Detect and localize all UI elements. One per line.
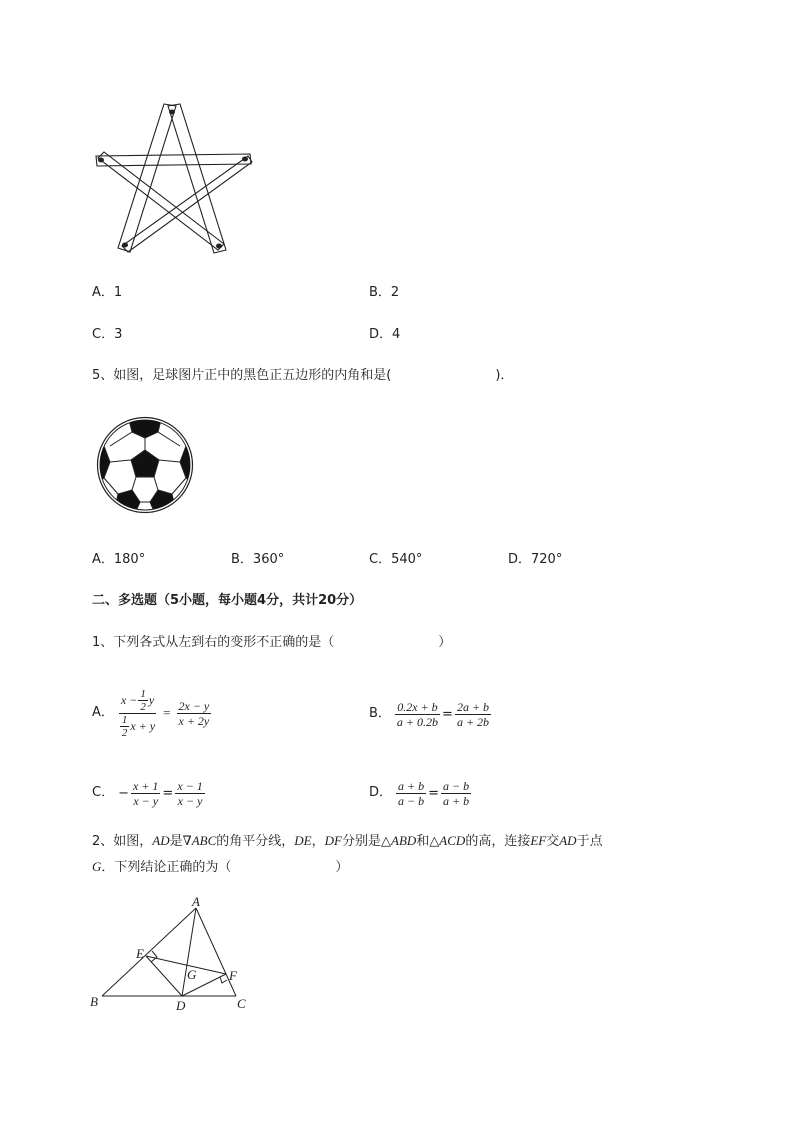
q4-option-c: C．3 [92,327,123,342]
mq2-stem-line2: G．下列结论正确的为（ ） [92,859,349,875]
mq1-option-c: C． − $\frac{x + 1}{x - y}$ = $\frac{x - 1}{x - y}$ [92,778,203,808]
q4-option-b: B．2 [369,285,400,300]
q4-option-a: A．1 [92,285,123,300]
label-e: E [136,946,144,961]
q5-option-b: B．360° [231,552,285,567]
q5-option-a: A．180° [92,552,146,567]
q5-option-d: D．720° [508,552,563,567]
label-d: D [176,998,186,1013]
mq1-stem: 1、下列各式从左到右的变形不正确的是（ ） [92,635,452,650]
mq1-option-b: B． $\frac{0.2x + b}{a + 0.2b}$ = $\frac{2a + b}{a + 2b}$ [369,699,490,729]
triangle-abc-figure [86,896,266,1020]
q5-stem: 5、如图，足球图片正中的黑色正五边形的内角和是( )． [92,368,514,383]
star-sticks-figure [88,100,258,260]
label-a: A [192,896,200,909]
label-g: G [187,967,197,982]
mq1-option-a: A． x − $\frac{1}{2}$ y $\frac{1}{2}$ x + y = $\frac{2x - y}{x + 2y}$ [92,687,210,739]
mq2-stem-line1: 2、如图，AD是∇ABC的角平分线，DE，DF分别是△ABD和△ACD的高，连接EF交AD于点 [92,833,603,849]
soccer-ball-figure [96,416,194,514]
section-title: 二、多选题（5小题，每小题4分，共计20分） [92,593,363,608]
mq1-option-d: D． $\frac{a + b}{a - b}$ = $\frac{a - b}{a + b}$ [369,778,470,808]
q4-option-d: D．4 [369,327,401,342]
label-f: F [229,968,237,983]
q5-option-c: C．540° [369,552,423,567]
complex-fraction: x − $\frac{1}{2}$ y $\frac{1}{2}$ x + y [120,687,156,739]
label-b: B [90,994,98,1009]
label-c: C [237,996,246,1011]
